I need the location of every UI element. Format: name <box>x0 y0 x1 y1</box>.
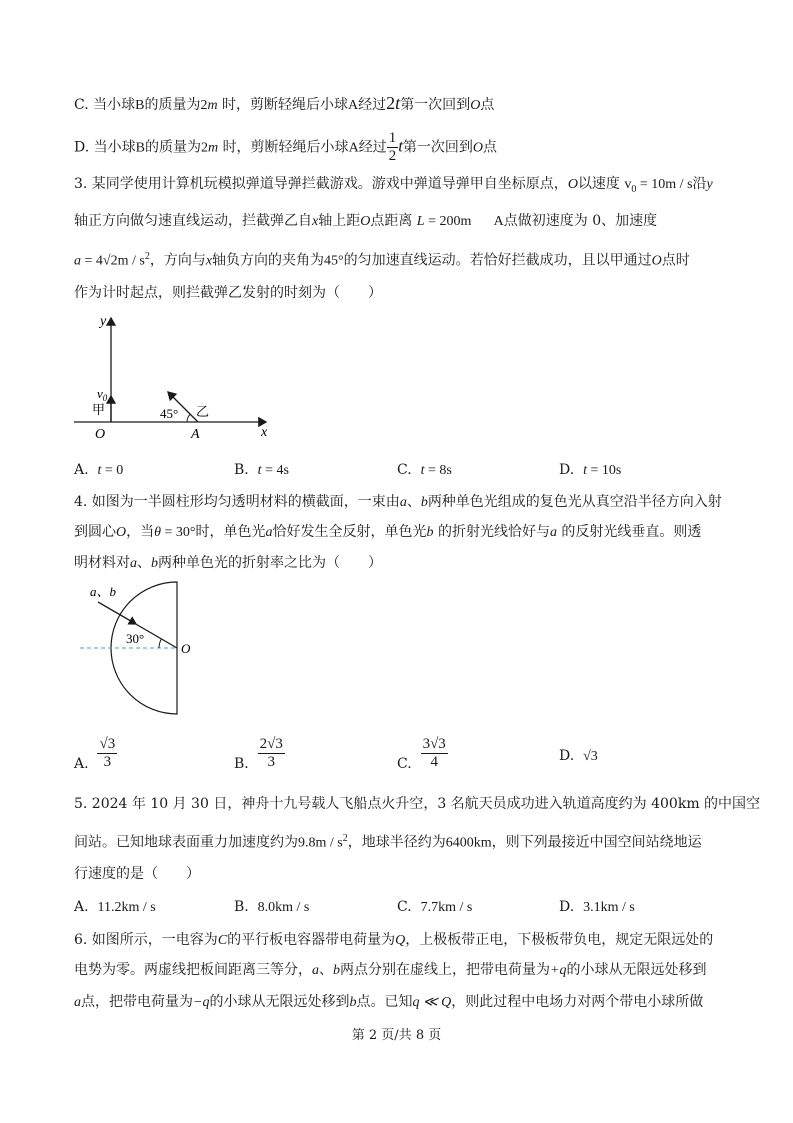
fraction-half: $\frac{1}{2}$ <box>388 130 397 164</box>
q4-option-d[interactable]: D. √3 <box>559 748 598 764</box>
angle-label: 45° <box>160 406 179 421</box>
q5-option-a[interactable]: A. 11.2km / s <box>74 899 156 915</box>
angle-30-label: 30° <box>126 631 145 646</box>
angle-arc <box>187 414 190 422</box>
q4-line-2: 到圆心O，当θ = 30°时，单色光a恰好发生全反射，单色光b 的折射光线恰好与a 的反射光线垂直。则透 <box>74 524 702 540</box>
center-o-label: O <box>181 641 191 656</box>
q5-option-d[interactable]: D. 3.1km / s <box>559 899 635 915</box>
q3-coordinate-figure <box>70 310 280 445</box>
yi-label: 乙 <box>196 404 210 419</box>
x-label: x <box>261 425 268 440</box>
q3-option-b[interactable]: B. t = 4s <box>234 462 289 478</box>
q5-line-2: 间站。已知地球表面重力加速度约为$9.8m / s^2$，地球半径约为6400km，则下列最接近中国空间站绕地运 <box>74 833 702 851</box>
q4-semicircle-figure <box>70 578 210 723</box>
q3-line-4: 作为计时起点，则拦截弹乙发射的时刻为（ ） <box>74 285 382 301</box>
q5-option-c[interactable]: C. 7.7km / s <box>397 899 473 915</box>
option-d-line: D. 当小球B的质量为2m 时，剪断轻绳后小球A经过 $\frac{1}{2}$ t第一次回到O点 <box>74 130 498 164</box>
q5-line-1: 5. 2024 年 10 月 30 日，神舟十九号载人飞船点火升空，3 名航天员成功进入轨道高度约为 400km 的中国空 <box>74 796 761 812</box>
y-label: y <box>100 314 107 329</box>
q4-line-1: 4. 如图为一半圆柱形均匀透明材料的横截面，一束由a、b两种单色光组成的复色光从真空沿半径方向入射 <box>74 494 722 510</box>
q3-line-1: 3. 某同学使用计算机玩模拟弹道导弹拦截游戏。游戏中弹道导弹甲自坐标原点，O以速度 $v_0 = 10m / s$沿y <box>74 176 713 195</box>
v0-label: $v_0$ <box>97 386 108 403</box>
q3-option-c[interactable]: C. t = 8s <box>397 462 452 478</box>
q4-option-c[interactable]: C. $\frac{3√3}{4}$ <box>397 736 446 772</box>
q3-line-2: 轴正方向做匀速直线运动，拦截弹乙自x轴上距O点距离 L = 200m A点做初速度为 0、加速度 <box>74 213 658 229</box>
q6-line-3: a点，把带电荷量为−q的小球从无限远处移到b点。已知q ≪ Q，则此过程中电场力对两个带电小球所做 <box>74 994 704 1010</box>
q5-option-b[interactable]: B. 8.0km / s <box>234 899 310 915</box>
q3-line-3: $a = 4√2m / s^2$，方向与x轴负方向的夹角为45°的匀加速直线运动。若恰好拦截成功，且以甲通过O点时 <box>74 251 690 269</box>
q3-option-a[interactable]: A. t = 0 <box>74 462 124 478</box>
origin-label: O <box>95 427 106 442</box>
q4-option-a[interactable]: A. $\frac{√3}{3}$ <box>74 736 116 772</box>
page-footer: 第 2 页/共 8 页 <box>351 1028 442 1043</box>
q4-line-3: 明材料对a、b两种单色光的折射率之比为（ ） <box>74 555 382 571</box>
option-c-line: C. 当小球B的质量为2m 时，剪断轻绳后小球A经过2t第一次回到O点 <box>74 93 495 113</box>
q6-line-1: 6. 如图所示，一电容为C的平行板电容器带电荷量为Q，上极板带正电，下极板带负电，规定无限远处的 <box>74 932 714 948</box>
q4-option-b[interactable]: B. $\frac{2√3}{3}$ <box>234 736 283 772</box>
point-a-label: A <box>191 427 200 442</box>
q6-line-2: 电势为零。两虚线把板间距离三等分，a、b两点分别在虚线上，把带电荷量为+q的小球从无限远处移到 <box>74 962 707 978</box>
q5-line-3: 行速度的是（ ） <box>74 866 200 882</box>
angle-arc-30 <box>159 639 161 648</box>
q3-option-d[interactable]: D. t = 10s <box>559 462 622 478</box>
jia-label: 甲 <box>92 402 106 417</box>
ab-label: a、b <box>90 584 117 599</box>
